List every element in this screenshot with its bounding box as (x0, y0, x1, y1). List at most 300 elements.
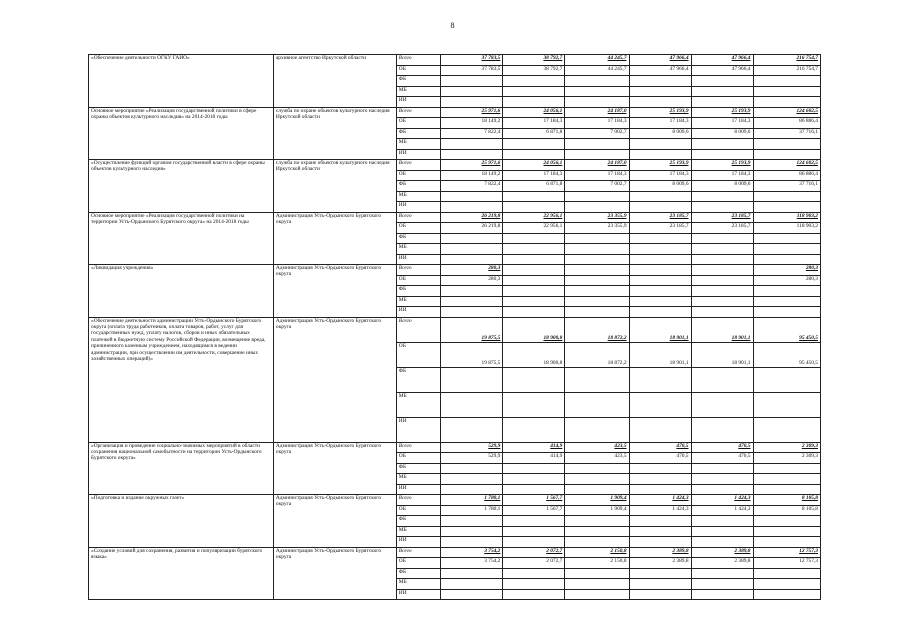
year-amount-cell (441, 286, 503, 297)
year-amount-cell: 1 424,3 (629, 495, 691, 506)
funding-source-cell: МБ (396, 392, 441, 417)
year-amount-cell (441, 76, 503, 87)
year-amount-cell (629, 417, 691, 442)
year-amount-cell: 423,5 (565, 442, 629, 453)
funding-source-cell: ИИ (396, 97, 441, 108)
year-amount-cell: 3 754,2 (441, 558, 503, 569)
year-amount-cell: 414,9 (503, 442, 565, 453)
page-number: 8 (450, 21, 455, 30)
year-amount-cell (565, 265, 629, 276)
year-amount-cell: 7 002,7 (565, 181, 629, 192)
funding-source-cell: ОБ (396, 453, 441, 464)
year-amount-cell: 44 245,7 (565, 55, 629, 66)
table-row (89, 442, 821, 453)
funding-source-cell: ИИ (396, 307, 441, 318)
year-amount-cell (441, 191, 503, 202)
total-amount-cell: 124 602,5 (753, 160, 821, 171)
table-row (89, 212, 821, 223)
year-amount-cell: 23 355,9 (565, 212, 629, 223)
year-amount-cell: 17 184,3 (691, 170, 753, 181)
year-amount-cell: 2 150,8 (565, 558, 629, 569)
year-amount-cell (629, 86, 691, 97)
funding-source-cell: ФБ (396, 128, 441, 139)
year-amount-cell (503, 202, 565, 213)
year-amount-cell: 8 009,6 (629, 128, 691, 139)
funding-source-cell: Всего (396, 107, 441, 118)
year-amount-cell (691, 265, 753, 276)
year-amount-cell: 25 193,9 (691, 160, 753, 171)
year-amount-cell (441, 244, 503, 255)
year-amount-cell: 25 971,6 (441, 160, 503, 171)
year-amount-cell (691, 367, 753, 392)
funding-source-cell: ИИ (396, 417, 441, 442)
year-amount-cell (503, 474, 565, 485)
year-amount-cell: 25 193,9 (629, 160, 691, 171)
year-amount-cell (691, 463, 753, 474)
funding-source-cell: ИИ (396, 484, 441, 495)
year-amount-cell (565, 233, 629, 244)
year-amount-cell: 19 875,5 (441, 317, 503, 342)
year-amount-cell: 8 009,6 (691, 128, 753, 139)
funding-source-cell: МБ (396, 191, 441, 202)
year-amount-cell: 7 822,4 (441, 128, 503, 139)
year-amount-cell (565, 367, 629, 392)
year-amount-cell (565, 149, 629, 160)
year-amount-cell (565, 244, 629, 255)
year-amount-cell (565, 516, 629, 527)
year-amount-cell (503, 589, 565, 600)
year-amount-cell (691, 474, 753, 485)
year-amount-cell: 24 056,1 (503, 107, 565, 118)
funding-source-cell: МБ (396, 139, 441, 150)
year-amount-cell: 1 567,7 (503, 495, 565, 506)
budget-table-body (89, 55, 821, 600)
total-amount-cell (753, 417, 821, 442)
year-amount-cell (691, 537, 753, 548)
year-amount-cell (691, 97, 753, 108)
year-amount-cell (629, 484, 691, 495)
year-amount-cell (503, 579, 565, 590)
year-amount-cell (565, 97, 629, 108)
year-amount-cell (691, 275, 753, 286)
funding-source-cell: ФБ (396, 463, 441, 474)
year-amount-cell (629, 568, 691, 579)
year-amount-cell (441, 537, 503, 548)
total-amount-cell (753, 191, 821, 202)
year-amount-cell (441, 579, 503, 590)
year-amount-cell: 17 184,3 (629, 170, 691, 181)
year-amount-cell: 1 424,3 (629, 505, 691, 516)
year-amount-cell: 8 009,6 (691, 181, 753, 192)
year-amount-cell (503, 526, 565, 537)
year-amount-cell (441, 367, 503, 392)
year-amount-cell: 2 389,8 (629, 558, 691, 569)
year-amount-cell (691, 149, 753, 160)
funding-source-cell: ОБ (396, 170, 441, 181)
year-amount-cell (441, 526, 503, 537)
funding-source-cell: ИИ (396, 537, 441, 548)
year-amount-cell: 23 185,7 (629, 212, 691, 223)
year-amount-cell: 470,5 (629, 453, 691, 464)
year-amount-cell (503, 463, 565, 474)
year-amount-cell (565, 589, 629, 600)
total-amount-cell (753, 286, 821, 297)
year-amount-cell: 18 872,2 (565, 317, 629, 342)
year-amount-cell (629, 233, 691, 244)
year-amount-cell (503, 307, 565, 318)
year-amount-cell: 8 009,6 (629, 181, 691, 192)
year-amount-cell (691, 579, 753, 590)
year-amount-cell: 24 056,1 (503, 160, 565, 171)
year-amount-cell: 1 424,3 (691, 505, 753, 516)
year-amount-cell (629, 254, 691, 265)
year-amount-cell: 25 193,9 (691, 107, 753, 118)
total-amount-cell (753, 254, 821, 265)
total-amount-cell (753, 149, 821, 160)
total-amount-cell (753, 367, 821, 392)
year-amount-cell: 18 901,1 (629, 342, 691, 367)
year-amount-cell: 529,9 (441, 442, 503, 453)
year-amount-cell (565, 307, 629, 318)
table-row (89, 317, 821, 342)
table-row (89, 107, 821, 118)
year-amount-cell (691, 516, 753, 527)
year-amount-cell: 17 184,3 (565, 118, 629, 129)
year-amount-cell (503, 233, 565, 244)
responsible-executor-cell: Администрация Усть-Ордынского Бурятского округа (273, 212, 396, 265)
year-amount-cell (503, 296, 565, 307)
total-amount-cell (753, 233, 821, 244)
year-amount-cell: 18 149,2 (441, 170, 503, 181)
year-amount-cell (629, 307, 691, 318)
year-amount-cell (565, 537, 629, 548)
year-amount-cell: 17 184,3 (691, 118, 753, 129)
year-amount-cell (565, 76, 629, 87)
year-amount-cell: 529,9 (441, 453, 503, 464)
year-amount-cell (565, 296, 629, 307)
total-amount-cell (753, 526, 821, 537)
funding-source-cell: ИИ (396, 149, 441, 160)
year-amount-cell (441, 589, 503, 600)
year-amount-cell: 1 780,1 (441, 495, 503, 506)
total-amount-cell: 2 309,3 (753, 453, 821, 464)
year-amount-cell: 23 185,7 (691, 212, 753, 223)
year-amount-cell (691, 296, 753, 307)
funding-source-cell: МБ (396, 474, 441, 485)
funding-source-cell: ФБ (396, 233, 441, 244)
year-amount-cell (503, 484, 565, 495)
year-amount-cell (503, 244, 565, 255)
year-amount-cell (629, 537, 691, 548)
measure-name-cell: «Осуществление функций органом государственной власти в сфере охраны объектов культурного наследия» (89, 160, 274, 213)
funding-source-cell: ИИ (396, 202, 441, 213)
year-amount-cell (565, 463, 629, 474)
year-amount-cell (565, 417, 629, 442)
total-amount-cell: 86 886,4 (753, 170, 821, 181)
year-amount-cell: 470,5 (691, 453, 753, 464)
table-row (89, 55, 821, 66)
year-amount-cell (629, 392, 691, 417)
year-amount-cell (629, 516, 691, 527)
year-amount-cell: 18 149,2 (441, 118, 503, 129)
year-amount-cell (629, 463, 691, 474)
total-amount-cell: 95 450,5 (753, 317, 821, 342)
year-amount-cell (441, 417, 503, 442)
total-amount-cell (753, 139, 821, 150)
year-amount-cell: 18 872,2 (565, 342, 629, 367)
funding-source-cell: МБ (396, 296, 441, 307)
year-amount-cell (565, 86, 629, 97)
year-amount-cell: 22 956,1 (503, 223, 565, 234)
year-amount-cell (691, 392, 753, 417)
total-amount-cell (753, 568, 821, 579)
year-amount-cell (503, 392, 565, 417)
measure-name-cell: Основное мероприятие «Реализация государственной политики на территории Усть-Ордынского Бурятского округа» на 2014-2018 годы (89, 212, 274, 265)
year-amount-cell: 18 900,8 (503, 317, 565, 342)
year-amount-cell: 2 389,8 (629, 547, 691, 558)
year-amount-cell (629, 97, 691, 108)
year-amount-cell (503, 265, 565, 276)
total-amount-cell: 216 754,7 (753, 65, 821, 76)
total-amount-cell (753, 97, 821, 108)
year-amount-cell (629, 286, 691, 297)
year-amount-cell (691, 191, 753, 202)
total-amount-cell: 118 903,2 (753, 223, 821, 234)
year-amount-cell (691, 568, 753, 579)
funding-source-cell: ОБ (396, 505, 441, 516)
year-amount-cell (629, 76, 691, 87)
year-amount-cell (565, 579, 629, 590)
year-amount-cell (565, 568, 629, 579)
year-amount-cell: 23 185,7 (629, 223, 691, 234)
year-amount-cell (503, 86, 565, 97)
year-amount-cell (691, 417, 753, 442)
total-amount-cell (753, 307, 821, 318)
year-amount-cell (691, 526, 753, 537)
year-amount-cell: 47 966,4 (691, 65, 753, 76)
total-amount-cell (753, 202, 821, 213)
funding-source-cell: ФБ (396, 286, 441, 297)
total-amount-cell: 12 757,3 (753, 547, 821, 558)
funding-source-cell: ОБ (396, 65, 441, 76)
year-amount-cell: 24 187,0 (565, 160, 629, 171)
year-amount-cell (691, 254, 753, 265)
measure-name-cell: «Организация и проведение социально-значимых мероприятий в области сохранения национальной самобытности на территории Усть-Ордынского Бурятского округа» (89, 442, 274, 495)
funding-source-cell: Всего (396, 547, 441, 558)
year-amount-cell (503, 149, 565, 160)
year-amount-cell (565, 275, 629, 286)
year-amount-cell: 470,5 (691, 442, 753, 453)
year-amount-cell (565, 484, 629, 495)
funding-source-cell: ФБ (396, 516, 441, 527)
year-amount-cell: 25 193,9 (629, 107, 691, 118)
year-amount-cell (503, 254, 565, 265)
funding-source-cell: Всего (396, 160, 441, 171)
year-amount-cell (503, 516, 565, 527)
total-amount-cell: 280,3 (753, 265, 821, 276)
year-amount-cell (565, 254, 629, 265)
year-amount-cell: 26 219,8 (441, 212, 503, 223)
year-amount-cell (503, 417, 565, 442)
year-amount-cell: 1 909,4 (565, 505, 629, 516)
year-amount-cell: 414,9 (503, 453, 565, 464)
total-amount-cell: 86 886,4 (753, 118, 821, 129)
year-amount-cell: 470,5 (629, 442, 691, 453)
year-amount-cell (441, 202, 503, 213)
year-amount-cell (503, 367, 565, 392)
year-amount-cell: 25 971,6 (441, 107, 503, 118)
funding-source-cell: МБ (396, 244, 441, 255)
year-amount-cell (629, 296, 691, 307)
funding-source-cell: ОБ (396, 275, 441, 286)
year-amount-cell: 38 792,7 (503, 65, 565, 76)
total-amount-cell (753, 579, 821, 590)
funding-source-cell: ОБ (396, 342, 441, 367)
year-amount-cell: 2 072,7 (503, 558, 565, 569)
total-amount-cell: 37 716,1 (753, 128, 821, 139)
year-amount-cell (503, 191, 565, 202)
total-amount-cell: 95 450,5 (753, 342, 821, 367)
year-amount-cell (691, 244, 753, 255)
table-row (89, 160, 821, 171)
funding-source-cell: Всего (396, 265, 441, 276)
year-amount-cell: 26 219,8 (441, 223, 503, 234)
funding-source-cell: ОБ (396, 118, 441, 129)
year-amount-cell: 44 245,7 (565, 65, 629, 76)
responsible-executor-cell: Администрация Усть-Ордынского Бурятского округа (273, 442, 396, 495)
year-amount-cell (565, 474, 629, 485)
budget-table (88, 54, 821, 600)
total-amount-cell (753, 474, 821, 485)
year-amount-cell (441, 86, 503, 97)
year-amount-cell (503, 286, 565, 297)
total-amount-cell: 2 309,3 (753, 442, 821, 453)
year-amount-cell (691, 202, 753, 213)
funding-source-cell: ФБ (396, 568, 441, 579)
year-amount-cell (691, 76, 753, 87)
total-amount-cell (753, 244, 821, 255)
year-amount-cell (565, 526, 629, 537)
table-row (89, 547, 821, 558)
funding-source-cell: ОБ (396, 558, 441, 569)
year-amount-cell (503, 537, 565, 548)
year-amount-cell (565, 191, 629, 202)
year-amount-cell (629, 579, 691, 590)
total-amount-cell: 12 757,3 (753, 558, 821, 569)
funding-source-cell: МБ (396, 526, 441, 537)
total-amount-cell: 216 754,7 (753, 55, 821, 66)
table-row (89, 495, 821, 506)
year-amount-cell: 1 424,3 (691, 495, 753, 506)
year-amount-cell: 24 187,0 (565, 107, 629, 118)
total-amount-cell (753, 484, 821, 495)
funding-source-cell: МБ (396, 86, 441, 97)
total-amount-cell (753, 463, 821, 474)
measure-name-cell: «Подготовка и издание окружных газет» (89, 495, 274, 548)
year-amount-cell: 2 389,8 (691, 547, 753, 558)
year-amount-cell: 18 901,1 (691, 342, 753, 367)
total-amount-cell (753, 392, 821, 417)
year-amount-cell (691, 286, 753, 297)
year-amount-cell (691, 484, 753, 495)
year-amount-cell: 7 002,7 (565, 128, 629, 139)
year-amount-cell (629, 526, 691, 537)
responsible-executor-cell: Администрация Усть-Ордынского Бурятского округа (273, 495, 396, 548)
year-amount-cell (441, 139, 503, 150)
year-amount-cell: 17 184,3 (565, 170, 629, 181)
year-amount-cell (629, 202, 691, 213)
responsible-executor-cell: архивное агентство Иркутской области (273, 55, 396, 108)
year-amount-cell: 47 966,4 (629, 65, 691, 76)
year-amount-cell (441, 97, 503, 108)
year-amount-cell: 18 901,1 (629, 317, 691, 342)
year-amount-cell (565, 202, 629, 213)
total-amount-cell: 280,3 (753, 275, 821, 286)
funding-source-cell: ОБ (396, 223, 441, 234)
year-amount-cell (441, 484, 503, 495)
year-amount-cell (503, 97, 565, 108)
year-amount-cell (691, 589, 753, 600)
total-amount-cell: 8 105,8 (753, 505, 821, 516)
year-amount-cell: 423,5 (565, 453, 629, 464)
year-amount-cell: 37 783,5 (441, 55, 503, 66)
year-amount-cell: 1 909,4 (565, 495, 629, 506)
year-amount-cell: 37 783,5 (441, 65, 503, 76)
year-amount-cell: 17 184,3 (503, 118, 565, 129)
year-amount-cell (441, 149, 503, 160)
year-amount-cell: 47 966,4 (629, 55, 691, 66)
total-amount-cell: 124 602,5 (753, 107, 821, 118)
year-amount-cell (629, 275, 691, 286)
total-amount-cell (753, 537, 821, 548)
funding-source-cell: ФБ (396, 367, 441, 392)
year-amount-cell (441, 296, 503, 307)
year-amount-cell (441, 233, 503, 244)
year-amount-cell: 17 184,3 (629, 118, 691, 129)
year-amount-cell (629, 265, 691, 276)
year-amount-cell: 1 780,1 (441, 505, 503, 516)
measure-name-cell: «Ликвидация учреждения» (89, 265, 274, 318)
funding-source-cell: Всего (396, 495, 441, 506)
year-amount-cell (629, 367, 691, 392)
year-amount-cell: 23 355,9 (565, 223, 629, 234)
year-amount-cell: 280,3 (441, 265, 503, 276)
year-amount-cell (503, 275, 565, 286)
year-amount-cell (629, 139, 691, 150)
year-amount-cell (565, 139, 629, 150)
responsible-executor-cell: Администрация Усть-Ордынского Бурятского округа (273, 547, 396, 600)
funding-source-cell: Всего (396, 55, 441, 66)
total-amount-cell: 118 903,2 (753, 212, 821, 223)
table-row (89, 265, 821, 276)
year-amount-cell (441, 254, 503, 265)
year-amount-cell: 1 567,7 (503, 505, 565, 516)
year-amount-cell (629, 244, 691, 255)
responsible-executor-cell: служба по охране объектов культурного наследия Иркутской области (273, 160, 396, 213)
year-amount-cell (441, 568, 503, 579)
funding-source-cell: Всего (396, 212, 441, 223)
total-amount-cell: 37 716,1 (753, 181, 821, 192)
funding-source-cell: ФБ (396, 181, 441, 192)
year-amount-cell (691, 307, 753, 318)
year-amount-cell: 17 184,3 (503, 170, 565, 181)
year-amount-cell (503, 568, 565, 579)
total-amount-cell: 8 105,8 (753, 495, 821, 506)
year-amount-cell (441, 392, 503, 417)
total-amount-cell (753, 296, 821, 307)
year-amount-cell (629, 589, 691, 600)
measure-name-cell: «Обеспечение деятельности администрации Усть-Ордынского Бурятского округа (оплата труда работников, оплата товаров, работ, услуг для государственных нужд, уплату налогов, сборов и иных обязательных платежей в бюджетную систему Российской Федерации, возмещение вреда, причиненного казенным учреждением, находящимся в ведении администрации, при осуществлении им деятельности, совершение иных хозяйственных операций)» (89, 317, 274, 442)
